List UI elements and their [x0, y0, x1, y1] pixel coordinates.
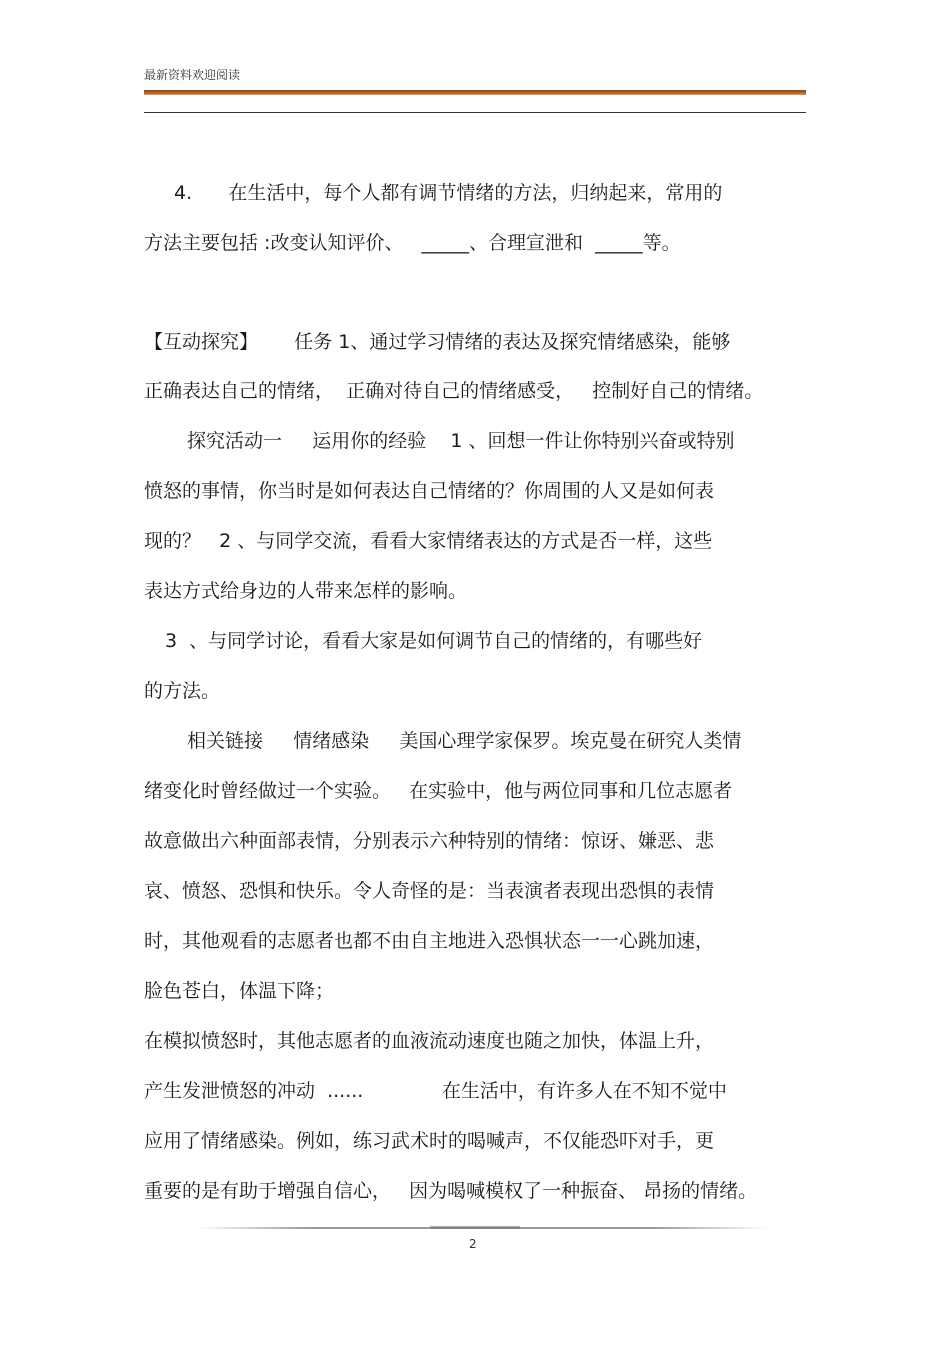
body-line: 相关链接 情绪感染 美国心理学家保罗。埃克曼在研究人类情	[187, 730, 742, 752]
body-line: 哀、愤怒、恐惧和快乐。令人奇怪的是：当表演者表现出恐惧的表情	[144, 880, 715, 902]
header-rule-thin	[144, 112, 806, 113]
body-line: 正确表达自己的情绪， 正确对待自己的情绪感受， 控制好自己的情绪。	[144, 380, 764, 402]
body-line: 3 、与同学讨论，看看大家是如何调节自己的情绪的，有哪些好	[165, 630, 703, 652]
body-line: 4. 在生活中，每个人都有调节情绪的方法，归纳起来，常用的	[174, 182, 723, 204]
body-line: 重要的是有助于增强自信心， 因为喝喊模权了一种振奋、 昂扬的情绪。	[144, 1180, 758, 1202]
body-line: 探究活动一 运用你的经验 1 、回想一件让你特别兴奋或特别	[187, 430, 735, 452]
body-line: 应用了情绪感染。例如，练习武术时的喝喊声，不仅能恐吓对手，更	[144, 1130, 715, 1152]
body-line: 【互动探究】 任务 1、通过学习情绪的表达及探究情绪感染，能够	[144, 331, 731, 353]
body-line: 现的？ 2 、与同学交流，看看大家情绪表达的方式是否一样，这些	[144, 530, 713, 552]
body-line: 脸色苍白，体温下降；	[144, 980, 335, 1002]
body-line: 绪变化时曾经做过一个实验。 在实验中，他与两位同事和几位志愿者	[144, 780, 733, 802]
header-rule-thick	[144, 90, 806, 95]
body-line: 表达方式给身边的人带来怎样的影响。	[144, 580, 468, 602]
body-line: 的方法。	[144, 680, 221, 702]
body-line: 方法主要包括 :改变认知评价、 _____、合理宣泄和 _____等。	[144, 232, 681, 254]
page-header-text: 最新资料欢迎阅读	[144, 68, 241, 82]
footer-rule-center	[430, 1226, 520, 1229]
body-line: 在模拟愤怒时，其他志愿者的血液流动速度也随之加快，体温上升，	[144, 1030, 715, 1052]
body-line: 愤怒的事情，你当时是如何表达自己情绪的？你周围的人又是如何表	[144, 480, 715, 502]
page-number: 2	[469, 1237, 477, 1251]
body-line: 产生发泄愤怒的冲动 ...... 在生活中，有许多人在不知不觉中	[144, 1080, 727, 1102]
body-line: 故意做出六种面部表情，分别表示六种特别的情绪：惊讶、嫌恶、悲	[144, 830, 715, 852]
body-line: 时，其他观看的志愿者也都不由自主地进入恐惧状态一一心跳加速，	[144, 930, 715, 952]
